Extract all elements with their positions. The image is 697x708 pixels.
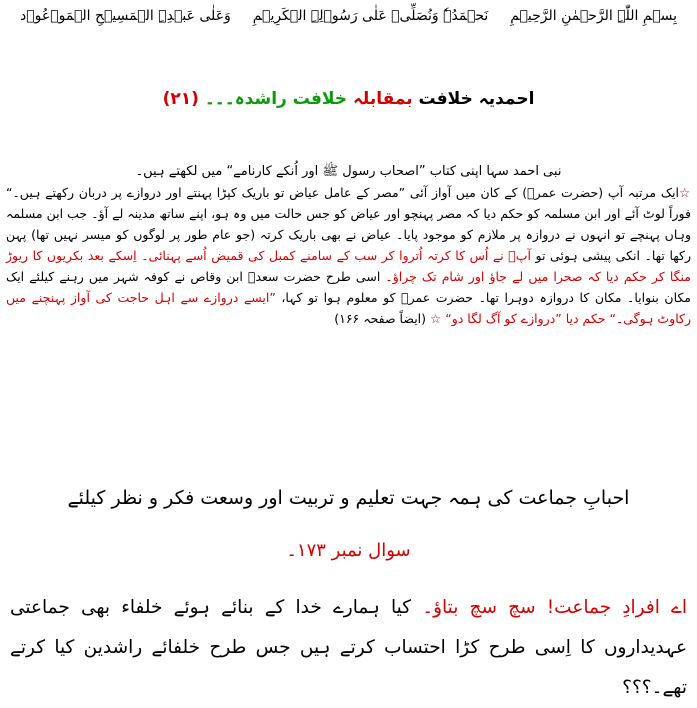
star-icon: ☆ — [678, 185, 691, 200]
narrative-highlight-2: ”ایسے دروازے سے اہل حاجت کی آواز پہنچنے میں رکاوٹ ہوگی۔“ حکم دیا ”دروازے کو آگ لگا دو“ — [6, 290, 691, 326]
question-body: کیا ہمارے خدا کے بنائے ہوئے خلفاء بھی جماعتی عہدیداروں کا اِسی طرح کڑا احتساب کرتے ہیں جس طرح خلفائے راشدین کیا کرتے تھے۔؟؟؟ — [10, 597, 687, 698]
invocation-center: نَحۡمَدُہٗ وَنُصَلِّیۡ عَلٰی رَسُوۡلِہِ الۡکَرِیۡمِ — [252, 8, 489, 24]
section-title: احبابِ جماعت کی ہمہ جہت تعلیم و تربیت اور وسعت فکر و نظر کیلئے — [67, 487, 630, 509]
reference: (ایضاً صفحہ ۱۶۶) — [334, 311, 427, 326]
page-title — [0, 88, 697, 109]
title-part-1: احمدیہ خلافت — [412, 89, 535, 109]
title-part-3: خلافت راشدہ۔۔۔ — [204, 89, 348, 109]
question-lead: اے افرادِ جماعت! سچ سچ بتاؤ۔ — [422, 597, 688, 618]
star-icon: ☆ — [430, 311, 442, 326]
intro-line: نبی احمد سہا اپنی کتاب ”اصحاب رسول ﷺ اور اُنکے کارنامے“ میں لکھتے ہیں۔ — [135, 164, 562, 179]
narrative-highlight-1: آپؓ نے اُس کا کرتہ اُتروا کر سب کے سامنے کمبل کی قمیض اُسے پہنائی۔ اِسکے بعد بکریوں کا ریوڑ منگا کر حکم دیا کہ صحرا میں لے جاؤ اور شام تک چراؤ۔ — [6, 248, 691, 284]
invocation-left: وَعَلٰی عَبۡدِہِ الۡمَسِیۡحِ الۡمَوۡعُوۡد — [20, 8, 231, 24]
narrative-paragraph — [6, 182, 691, 329]
narrative-part-1: ایک مرتبہ آپ (حضرت عمرؓ) کے کان میں آواز آئی ”مصر کے عامل عیاض تو باریک کپڑا پہنتے اور دروازے پر دربان رکھتے ہیں۔“ فوراً لوٹ آئے اور ابن مسلمہ کو حکم دیا کہ مصر پہنچو اور عیاض کو جس حالت میں وہ ہو، اپنے ساتھ مدینہ لے آؤ۔ جب ابن مسلمہ وہاں پہنچے تو انہوں نے دروازہ پر ملازم کو موجود پایا۔ عیاض نے بھی باریک کرتہ (جو عام طور پر لوگوں کو میسر نہیں تھا) پہن رکھا تھا۔ انکی پیشی ہوئی تو — [6, 185, 692, 263]
narrative-part-2: اسی طرح حضرت سعدؓ ابن وقاص نے کوفہ شہر میں رہنے کیلئے ایک مکان بنوایا۔ مکان کا دروازہ دوہرا تھا۔ حضرت عمرؓ کو معلوم ہوا تو کہا، — [6, 269, 691, 305]
title-number: (۲۱) — [162, 89, 199, 109]
question-text — [10, 588, 687, 708]
question-number: سوال نمبر ۱۷۳۔ — [286, 540, 411, 561]
title-part-2: بمقابلہ — [347, 89, 413, 109]
invocation-right: بِسۡمِ اللّٰہِ الرَّحۡمٰنِ الرَّحِیۡمِ — [510, 8, 677, 24]
invocation-header — [20, 8, 677, 24]
